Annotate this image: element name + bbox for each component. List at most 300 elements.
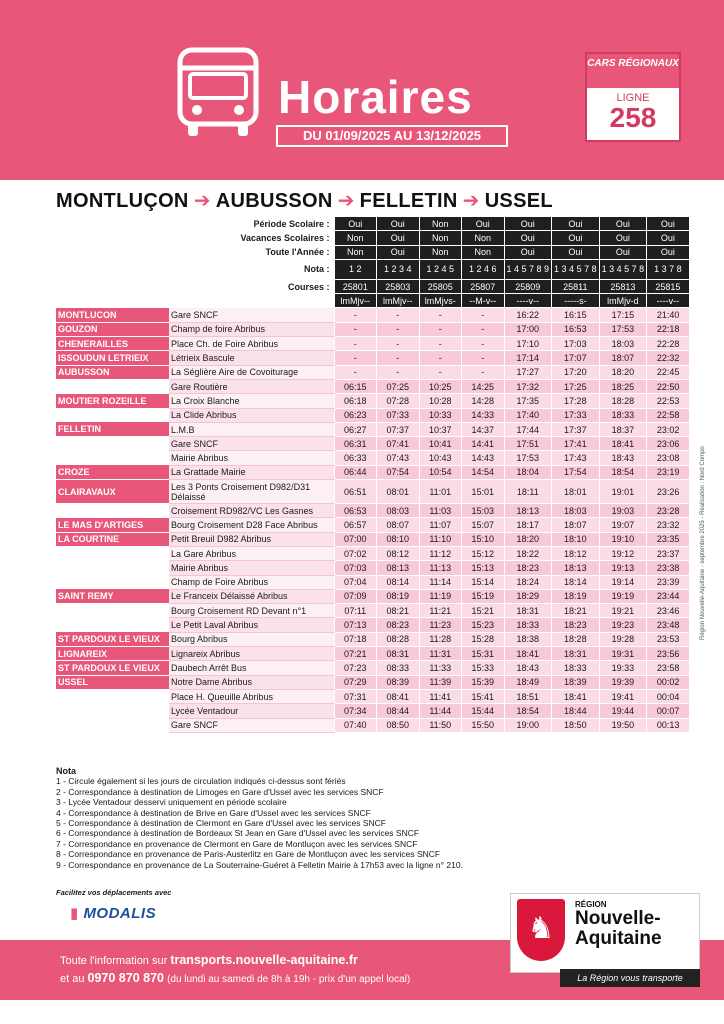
time-cell: 14:28: [462, 394, 505, 408]
nota-row-cell: 1 3 4 5 7 8: [552, 259, 600, 279]
time-cell: 17:07: [552, 351, 600, 365]
city-cell: MOUTIER ROZEILLE: [56, 394, 169, 408]
time-cell: 11:13: [419, 561, 462, 575]
stop-cell: Lignareix Abribus: [169, 647, 334, 661]
city-cell: ISSOUDUN LETRIEIX: [56, 351, 169, 365]
city-cell: [56, 561, 169, 575]
city-cell: [56, 718, 169, 732]
time-cell: 08:41: [377, 689, 420, 703]
time-cell: 11:31: [419, 647, 462, 661]
time-cell: 08:07: [377, 518, 420, 532]
time-cell: 07:31: [334, 689, 377, 703]
time-cell: 11:19: [419, 589, 462, 603]
time-cell: 11:50: [419, 718, 462, 732]
table-row: [56, 322, 689, 336]
time-cell: 18:33: [552, 661, 600, 675]
time-cell: 18:21: [552, 604, 600, 618]
time-cell: 08:13: [377, 561, 420, 575]
time-cell: 18:41: [599, 437, 647, 451]
line-badge: [585, 52, 681, 142]
days-row-cell: -----s-: [552, 294, 600, 308]
time-cell: 15:01: [462, 480, 505, 504]
notes-title: Nota: [56, 766, 76, 776]
stop-cell: Gare Routière: [169, 379, 334, 393]
note-item: 3 - Lycée Ventadour desservi uniquement en période scolaire: [56, 797, 287, 808]
time-cell: 08:31: [377, 647, 420, 661]
time-cell: 15:33: [462, 661, 505, 675]
ligne-number: 258: [609, 102, 657, 133]
time-cell: 17:25: [552, 379, 600, 393]
time-cell: 18:43: [599, 451, 647, 465]
time-cell: 23:56: [647, 647, 690, 661]
time-cell: -: [462, 351, 505, 365]
time-cell: 15:03: [462, 504, 505, 518]
time-cell: 18:22: [504, 546, 552, 560]
table-row: [56, 337, 689, 351]
time-cell: 08:14: [377, 575, 420, 589]
time-cell: 19:10: [599, 532, 647, 546]
toute-annee-row: [56, 245, 689, 259]
time-cell: 19:12: [599, 546, 647, 560]
time-cell: 18:39: [552, 675, 600, 689]
courses-row-cell: 25811: [552, 279, 600, 293]
days-row-cell: lmMjv--: [334, 294, 377, 308]
city-cell: GOUZON: [56, 322, 169, 336]
time-cell: 18:37: [599, 422, 647, 436]
toute-annee-row-cell: Oui: [647, 245, 690, 259]
time-cell: 23:35: [647, 532, 690, 546]
time-cell: 11:44: [419, 704, 462, 718]
stop-cell: La Clide Abribus: [169, 408, 334, 422]
courses-row-cell: 25815: [647, 279, 690, 293]
facilitez-label: Facilitez vos déplacements avec: [56, 888, 172, 897]
time-cell: 21:40: [647, 308, 690, 322]
bus-icon: [170, 44, 266, 144]
table-row: [56, 546, 689, 560]
city-cell: MONTLUCON: [56, 308, 169, 322]
stop-cell: Champ de Foire Abribus: [169, 575, 334, 589]
time-cell: 17:51: [504, 437, 552, 451]
time-cell: -: [377, 351, 420, 365]
time-cell: 11:23: [419, 618, 462, 632]
time-cell: 07:43: [377, 451, 420, 465]
nota-row-cell: 1 2 4 5: [419, 259, 462, 279]
website-link[interactable]: transports.nouvelle-aquitaine.fr: [170, 953, 358, 967]
time-cell: 08:21: [377, 604, 420, 618]
time-cell: 10:25: [419, 379, 462, 393]
time-cell: 08:28: [377, 632, 420, 646]
time-cell: -: [377, 337, 420, 351]
time-cell: 19:21: [599, 604, 647, 618]
time-cell: 17:27: [504, 365, 552, 379]
time-cell: 07:41: [377, 437, 420, 451]
time-cell: 14:25: [462, 379, 505, 393]
time-cell: -: [462, 322, 505, 336]
city-cell: [56, 575, 169, 589]
footer-text: Toute l'information sur transports.nouvelle-aquitaine.fr et au 0970 870 870 (du lundi au samedi de 8h à 19h - prix d'un appel local): [60, 953, 411, 985]
time-cell: 07:09: [334, 589, 377, 603]
time-cell: 18:03: [552, 504, 600, 518]
note-item: 2 - Correspondance à destination de Limoges en Gare d'Ussel avec les services SNCF: [56, 786, 384, 797]
toute-annee-row-cell: Non: [462, 245, 505, 259]
time-cell: 07:00: [334, 532, 377, 546]
table-row: [56, 675, 689, 689]
region-logo: ♞ RÉGION Nouvelle- Aquitaine La Région vous transporte: [510, 893, 700, 991]
time-cell: 00:04: [647, 689, 690, 703]
stop-cell: Gare SNCF: [169, 308, 334, 322]
nota-row-cell: 1 2 3 4: [377, 259, 420, 279]
time-cell: 23:19: [647, 465, 690, 479]
city-cell: AUBUSSON: [56, 365, 169, 379]
time-cell: 18:31: [504, 604, 552, 618]
city-cell: USSEL: [56, 675, 169, 689]
region-slogan: La Région vous transporte: [560, 969, 700, 987]
time-cell: 08:23: [377, 618, 420, 632]
time-cell: 19:31: [599, 647, 647, 661]
time-cell: 15:44: [462, 704, 505, 718]
time-cell: -: [419, 322, 462, 336]
time-cell: 19:50: [599, 718, 647, 732]
time-cell: 17:10: [504, 337, 552, 351]
time-cell: 18:41: [552, 689, 600, 703]
stop-cell: Le Franceix Délaissé Abribus: [169, 589, 334, 603]
nota-row-cell: 1 3 4 5 7 8: [599, 259, 647, 279]
stop-cell: Croisement RD982/VC Les Gasnes: [169, 504, 334, 518]
time-cell: 15:21: [462, 604, 505, 618]
city-cell: [56, 504, 169, 518]
city-cell: [56, 604, 169, 618]
lion-crest-icon: ♞: [517, 899, 565, 961]
time-cell: 22:53: [647, 394, 690, 408]
stop-cell: La Gare Abribus: [169, 546, 334, 560]
table-row: [56, 561, 689, 575]
time-cell: 11:33: [419, 661, 462, 675]
arrow-right-icon: ➔: [462, 190, 480, 212]
time-cell: 17:44: [504, 422, 552, 436]
time-cell: -: [377, 308, 420, 322]
page-title: Horaires: [278, 71, 473, 123]
time-cell: 11:12: [419, 546, 462, 560]
time-cell: 14:54: [462, 465, 505, 479]
stop-cell: Daubech Arrêt Bus: [169, 661, 334, 675]
time-cell: 18:29: [504, 589, 552, 603]
time-cell: 07:25: [377, 379, 420, 393]
courses-row-cell: 25801: [334, 279, 377, 293]
stop-cell: Gare SNCF: [169, 437, 334, 451]
table-row: [56, 575, 689, 589]
time-cell: 08:19: [377, 589, 420, 603]
time-cell: 08:12: [377, 546, 420, 560]
time-cell: 11:41: [419, 689, 462, 703]
time-cell: 10:28: [419, 394, 462, 408]
time-cell: 10:41: [419, 437, 462, 451]
nota-row-cell: 1 4 5 7 8 9: [504, 259, 552, 279]
time-cell: 15:23: [462, 618, 505, 632]
table-row: [56, 647, 689, 661]
time-cell: 18:07: [552, 518, 600, 532]
time-cell: 18:49: [504, 675, 552, 689]
time-cell: 18:12: [552, 546, 600, 560]
days-row: [56, 294, 689, 308]
vacances-scolaires-row-cell: Oui: [504, 231, 552, 245]
courses-row-label: Courses :: [287, 281, 330, 292]
time-cell: 15:28: [462, 632, 505, 646]
periode-scolaire-row-cell: Oui: [599, 217, 647, 231]
nota-row-cell: 1 2: [334, 259, 377, 279]
time-cell: 06:15: [334, 379, 377, 393]
days-row-cell: --M-v--: [462, 294, 505, 308]
time-cell: 18:54: [599, 465, 647, 479]
time-cell: 23:46: [647, 604, 690, 618]
days-row-label: [56, 294, 334, 308]
time-cell: -: [334, 351, 377, 365]
time-cell: 15:31: [462, 647, 505, 661]
time-cell: 18:14: [552, 575, 600, 589]
time-cell: 23:58: [647, 661, 690, 675]
vacances-scolaires-row-cell: Non: [334, 231, 377, 245]
time-cell: 19:01: [599, 480, 647, 504]
time-cell: 06:57: [334, 518, 377, 532]
time-cell: 17:14: [504, 351, 552, 365]
time-cell: -: [334, 337, 377, 351]
table-row: [56, 351, 689, 365]
time-cell: 17:40: [504, 408, 552, 422]
toute-annee-row-cell: Oui: [599, 245, 647, 259]
time-cell: -: [334, 322, 377, 336]
time-cell: 18:20: [599, 365, 647, 379]
time-cell: 06:23: [334, 408, 377, 422]
table-row: [56, 437, 689, 451]
nota-row-cell: 1 3 7 8: [647, 259, 690, 279]
city-cell: [56, 546, 169, 560]
courses-row-cell: 25805: [419, 279, 462, 293]
cars-regionaux-label: CARS RÉGIONAUX: [587, 54, 679, 88]
city-cell: [56, 408, 169, 422]
note-item: 6 - Correspondance à destination de Bordeaux St Jean en Gare d'Ussel avec les services SNCF: [56, 828, 420, 839]
time-cell: 14:33: [462, 408, 505, 422]
time-cell: -: [377, 365, 420, 379]
time-cell: 18:33: [599, 408, 647, 422]
toute-annee-row-cell: Oui: [377, 245, 420, 259]
time-cell: 07:04: [334, 575, 377, 589]
days-row-cell: lmMjv-d: [599, 294, 647, 308]
city-cell: [56, 437, 169, 451]
time-cell: 07:13: [334, 618, 377, 632]
time-cell: 23:39: [647, 575, 690, 589]
stop-cell: La Grattade Mairie: [169, 465, 334, 479]
time-cell: 11:10: [419, 532, 462, 546]
modalis-mark-icon: ▮: [70, 905, 79, 922]
time-cell: 22:50: [647, 379, 690, 393]
periode-scolaire-row: [56, 217, 689, 231]
modalis-logo[interactable]: ▮ MODALIS: [70, 905, 157, 922]
stop-cell: Mairie Abribus: [169, 561, 334, 575]
note-item: 7 - Correspondance en provenance de Clermont en Gare de Montluçon avec les services SNCF: [56, 838, 418, 849]
stop-cell: Lycée Ventadour: [169, 704, 334, 718]
time-cell: 08:10: [377, 532, 420, 546]
time-cell: 19:13: [599, 561, 647, 575]
time-cell: 17:28: [552, 394, 600, 408]
time-cell: 23:26: [647, 480, 690, 504]
table-row: [56, 504, 689, 518]
time-cell: 00:13: [647, 718, 690, 732]
vacances-scolaires-row-cell: Oui: [647, 231, 690, 245]
time-cell: 17:41: [552, 437, 600, 451]
time-cell: 14:43: [462, 451, 505, 465]
time-cell: -: [462, 337, 505, 351]
time-cell: 15:50: [462, 718, 505, 732]
route-title: MONTLUÇON ➔ AUBUSSON ➔ FELLETIN ➔ USSEL: [56, 190, 553, 212]
courses-row-cell: 25807: [462, 279, 505, 293]
time-cell: 19:23: [599, 618, 647, 632]
stop-cell: Bourg Croisement D28 Face Abribus: [169, 518, 334, 532]
time-cell: 19:28: [599, 632, 647, 646]
time-cell: 23:28: [647, 504, 690, 518]
stop-cell: Létrieix Bascule: [169, 351, 334, 365]
city-cell: FELLETIN: [56, 422, 169, 436]
time-cell: 08:39: [377, 675, 420, 689]
table-row: [56, 465, 689, 479]
time-cell: 23:06: [647, 437, 690, 451]
time-cell: 18:28: [552, 632, 600, 646]
stop-cell: La Séglière Aire de Covoiturage: [169, 365, 334, 379]
time-cell: 18:20: [504, 532, 552, 546]
validity-dates: DU 01/09/2025 AU 13/12/2025: [276, 125, 508, 147]
time-cell: 14:41: [462, 437, 505, 451]
time-cell: 15:14: [462, 575, 505, 589]
city-cell: LIGNAREIX: [56, 647, 169, 661]
courses-row: [56, 279, 689, 293]
ligne-label: LIGNE: [616, 92, 650, 104]
city-cell: SAINT REMY: [56, 589, 169, 603]
stop-cell: Petit Breuil D982 Abribus: [169, 532, 334, 546]
time-cell: 22:18: [647, 322, 690, 336]
city-cell: [56, 704, 169, 718]
time-cell: 19:00: [504, 718, 552, 732]
time-cell: 08:44: [377, 704, 420, 718]
vacances-scolaires-row-cell: Oui: [552, 231, 600, 245]
time-cell: 18:04: [504, 465, 552, 479]
time-cell: 17:53: [599, 322, 647, 336]
table-row: [56, 308, 689, 322]
vacances-scolaires-row: [56, 231, 689, 245]
time-cell: 18:54: [504, 704, 552, 718]
time-cell: 18:19: [552, 589, 600, 603]
table-row: [56, 704, 689, 718]
city-cell: [56, 451, 169, 465]
nota-row-label: Nota :: [304, 264, 330, 275]
time-cell: 23:02: [647, 422, 690, 436]
periode-scolaire-row-cell: Oui: [377, 217, 420, 231]
time-cell: 15:19: [462, 589, 505, 603]
time-cell: 19:33: [599, 661, 647, 675]
vacances-scolaires-row-cell: Oui: [599, 231, 647, 245]
periode-scolaire-row-cell: Oui: [647, 217, 690, 231]
time-cell: 11:28: [419, 632, 462, 646]
stop-cell: Place H. Queuille Abribus: [169, 689, 334, 703]
time-cell: 23:48: [647, 618, 690, 632]
time-cell: 17:54: [552, 465, 600, 479]
time-cell: 07:54: [377, 465, 420, 479]
courses-row-cell: 25809: [504, 279, 552, 293]
time-cell: -: [334, 365, 377, 379]
note-item: 5 - Correspondance à destination de Clermont en Gare d'Ussel avec les services SNCF: [56, 818, 386, 829]
time-cell: -: [462, 308, 505, 322]
time-cell: -: [419, 308, 462, 322]
phone-number[interactable]: 0970 870 870: [87, 971, 164, 985]
time-cell: 22:45: [647, 365, 690, 379]
time-cell: 19:41: [599, 689, 647, 703]
table-row: [56, 480, 689, 504]
time-cell: 15:12: [462, 546, 505, 560]
stop-cell: Mairie Abribus: [169, 451, 334, 465]
time-cell: 10:54: [419, 465, 462, 479]
time-cell: 18:11: [504, 480, 552, 504]
table-row: [56, 518, 689, 532]
time-cell: -: [334, 308, 377, 322]
time-cell: 11:14: [419, 575, 462, 589]
toute-annee-row-label: Toute l'Année :: [265, 247, 330, 258]
time-cell: 18:44: [552, 704, 600, 718]
side-credit: Région Nouvelle-Aquitaine - septembre 2025 - Réalisation : Nord Compo: [700, 446, 706, 640]
time-cell: 18:25: [599, 379, 647, 393]
time-cell: 19:14: [599, 575, 647, 589]
stop-cell: Place Ch. de Foire Abribus: [169, 337, 334, 351]
time-cell: 18:23: [504, 561, 552, 575]
note-item: 8 - Correspondance en provenance de Paris-Austerlitz en Gare de Montluçon avec les services SNCF: [56, 849, 441, 860]
time-cell: 17:03: [552, 337, 600, 351]
table-row: [56, 422, 689, 436]
time-cell: 18:17: [504, 518, 552, 532]
table-row: [56, 618, 689, 632]
time-cell: 14:37: [462, 422, 505, 436]
time-cell: 19:44: [599, 704, 647, 718]
courses-row-cell: 25803: [377, 279, 420, 293]
time-cell: 18:01: [552, 480, 600, 504]
days-row-cell: lmMjv--: [377, 294, 420, 308]
time-cell: 18:38: [504, 632, 552, 646]
time-cell: 18:23: [552, 618, 600, 632]
time-cell: 17:33: [552, 408, 600, 422]
time-cell: 23:08: [647, 451, 690, 465]
time-cell: 16:53: [552, 322, 600, 336]
time-cell: 07:28: [377, 394, 420, 408]
time-cell: 19:39: [599, 675, 647, 689]
time-cell: 07:23: [334, 661, 377, 675]
stop-cell: L.M.B: [169, 422, 334, 436]
vacances-scolaires-row-cell: Non: [462, 231, 505, 245]
vacances-scolaires-row-cell: Oui: [377, 231, 420, 245]
courses-row-cell: 25813: [599, 279, 647, 293]
time-cell: 10:37: [419, 422, 462, 436]
time-cell: 07:37: [377, 422, 420, 436]
vacances-scolaires-row-label: Vacances Scolaires :: [240, 232, 330, 243]
time-cell: 18:31: [552, 647, 600, 661]
time-cell: 18:10: [552, 532, 600, 546]
city-cell: CLAIRAVAUX: [56, 480, 169, 504]
note-item: 1 - Circule également si les jours de circulation indiqués ci-dessus sont fériés: [56, 776, 346, 787]
time-cell: 18:13: [504, 504, 552, 518]
time-cell: 07:34: [334, 704, 377, 718]
time-cell: 06:27: [334, 422, 377, 436]
time-cell: 17:20: [552, 365, 600, 379]
time-cell: 18:50: [552, 718, 600, 732]
periode-scolaire-row-cell: Oui: [504, 217, 552, 231]
city-cell: CROZE: [56, 465, 169, 479]
table-row: [56, 408, 689, 422]
table-row: [56, 532, 689, 546]
city-cell: LE MAS D'ARTIGES: [56, 518, 169, 532]
